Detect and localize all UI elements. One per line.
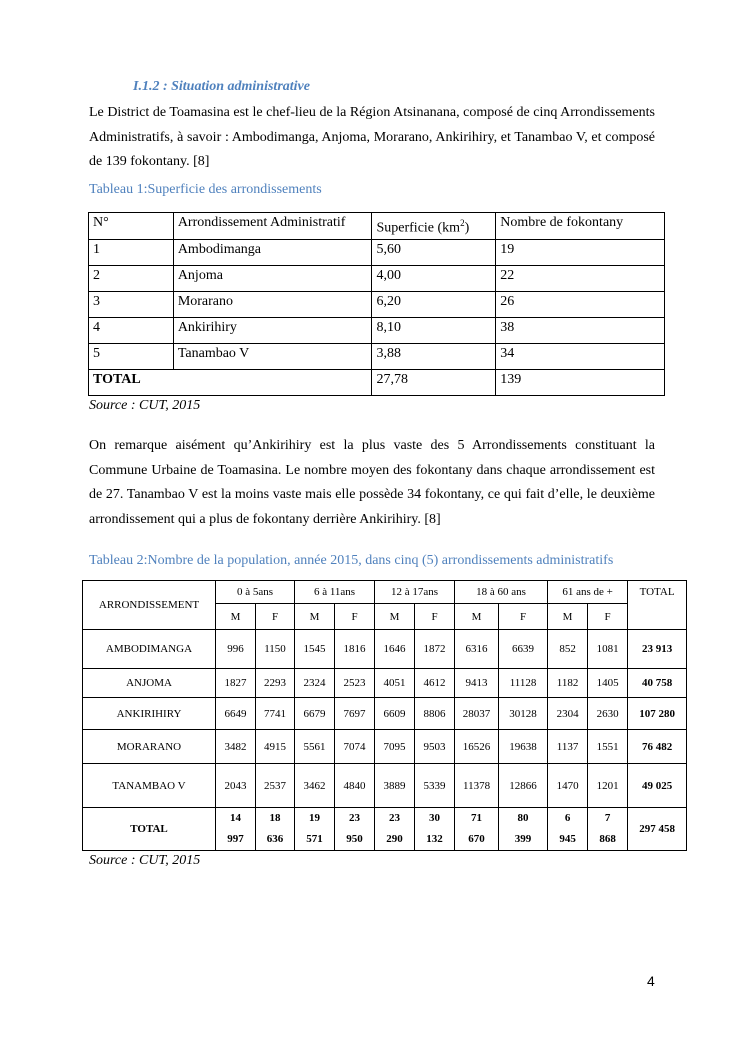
cell-value: 4915 [256,730,295,764]
cell-value: 1872 [415,630,455,669]
cell-value: 11128 [499,669,548,698]
header-f: F [415,604,455,630]
cell-fokontany: 26 [496,291,665,317]
cell-num: 3 [89,291,174,317]
table-area [88,212,665,396]
cell-value: 996 [216,630,256,669]
table-row [89,239,665,265]
cell-value: 1646 [375,630,415,669]
cell-value: 1405 [588,669,628,698]
table2-caption: Tableau 2:Nombre de la population, année 2015, dans cinq (5) arrondissements administratifs [89,553,614,568]
cell-value: 12866 [499,764,548,808]
header-m: M [216,604,256,630]
total-part: 950 [346,833,363,845]
row-total: 23 913 [628,630,687,669]
table-total-row [83,808,687,851]
cell-value: 6316 [455,630,499,669]
total-cell [415,808,455,851]
header-m: M [548,604,588,630]
total-part: 6 [564,812,571,824]
cell-num: 5 [89,343,174,369]
cell-value: 1150 [256,630,295,669]
cell-value: 6649 [216,698,256,730]
cell-area: 5,60 [372,239,496,265]
cell-value: 4612 [415,669,455,698]
section-heading: I.1.2 : Situation administrative [133,79,310,94]
total-part: 997 [227,833,244,845]
row-name: ANJOMA [83,669,216,698]
header-superficie-exp: 2 [460,218,465,228]
total-part: 571 [306,833,323,845]
cell-value: 1182 [548,669,588,698]
cell-num: 4 [89,317,174,343]
cell-value: 16526 [455,730,499,764]
table-row [83,698,687,730]
header-age-18-60: 18 à 60 ans [455,581,548,604]
header-num: N° [89,213,174,240]
paragraph-analysis: On remarque aisément qu’Ankirihiry est la plus vaste des 5 Arrondissements constituant la Commune Urbaine de Toamasina. Le nombre moyen des fokontany dans chaque arrondissement est de 27. Tanambao V est la moins vaste mais elle possède 34 fokontany, ce qui fait d’elle, le deuxième arrondissement qui a plus de fokontany derrière Ankirihiry. [8] [89,438,655,527]
cell-value: 1137 [548,730,588,764]
total-label: TOTAL [83,808,216,851]
total-part: 945 [559,833,576,845]
total-cell [335,808,375,851]
cell-area: 4,00 [372,265,496,291]
cell-value: 3889 [375,764,415,808]
cell-value: 1201 [588,764,628,808]
cell-num: 2 [89,265,174,291]
cell-value: 3462 [295,764,335,808]
total-part: 670 [468,833,485,845]
header-superficie [372,213,496,240]
header-arrondissement: Arrondissement Administratif [173,213,372,240]
cell-name: Morarano [173,291,372,317]
table-header-row [89,213,665,240]
total-part: 7 [604,812,611,824]
total-cell [455,808,499,851]
total-cell [216,808,256,851]
cell-value: 1551 [588,730,628,764]
cell-value: 1545 [295,630,335,669]
total-part: 80 [517,812,529,824]
total-part: 132 [426,833,443,845]
cell-value: 9503 [415,730,455,764]
cell-value: 11378 [455,764,499,808]
row-name: AMBODIMANGA [83,630,216,669]
total-part: 19 [309,812,321,824]
total-area: 27,78 [372,369,496,395]
row-name: MORARANO [83,730,216,764]
table-header-row [83,581,687,604]
cell-value: 7095 [375,730,415,764]
total-cell [295,808,335,851]
cell-fokontany: 34 [496,343,665,369]
grand-total: 297 458 [628,808,687,851]
header-age-0-5: 0 à 5ans [216,581,295,604]
header-f: F [256,604,295,630]
cell-value: 3482 [216,730,256,764]
table-row [83,764,687,808]
total-cell [375,808,415,851]
cell-value: 1470 [548,764,588,808]
total-part: 71 [471,812,483,824]
header-superficie-text: Superficie (km [376,220,461,236]
header-f: F [588,604,628,630]
total-cell [256,808,295,851]
total-part: 23 [349,812,361,824]
cell-fokontany: 22 [496,265,665,291]
total-part: 14 [230,812,241,824]
header-fokontany: Nombre de fokontany [496,213,665,240]
table-row [83,669,687,698]
header-arrondissement: ARRONDISSEMENT [83,581,216,630]
table-row [89,317,665,343]
table-population [82,580,687,851]
cell-fokontany: 38 [496,317,665,343]
cell-name: Ankirihiry [173,317,372,343]
total-cell [499,808,548,851]
total-part: 868 [599,833,616,845]
cell-value: 2304 [548,698,588,730]
cell-value: 6679 [295,698,335,730]
cell-value: 5561 [295,730,335,764]
cell-value: 852 [548,630,588,669]
cell-value: 1827 [216,669,256,698]
paragraph-intro: Le District de Toamasina est le chef-lieu de la Région Atsinanana, composé de cinq Arrondissements Administratifs, à savoir : Ambodimanga, Anjoma, Morarano, Ankirihiry, et Tanambao V, et composé de 139 fokontany. [8] [89,105,655,169]
table-row [89,265,665,291]
table-row [89,291,665,317]
cell-value: 2630 [588,698,628,730]
cell-value: 2324 [295,669,335,698]
header-total: TOTAL [628,581,687,630]
cell-value: 30128 [499,698,548,730]
total-part: 30 [429,812,441,824]
cell-value: 5339 [415,764,455,808]
table1-source: Source : CUT, 2015 [89,398,201,413]
row-total: 49 025 [628,764,687,808]
cell-value: 1816 [335,630,375,669]
cell-value: 4051 [375,669,415,698]
cell-area: 8,10 [372,317,496,343]
cell-value: 7741 [256,698,295,730]
header-age-61-plus: 61 ans de + [548,581,628,604]
cell-value: 7697 [335,698,375,730]
cell-value: 8806 [415,698,455,730]
row-total: 40 758 [628,669,687,698]
cell-name: Tanambao V [173,343,372,369]
cell-value: 9413 [455,669,499,698]
cell-value: 1081 [588,630,628,669]
header-m: M [295,604,335,630]
header-f: F [335,604,375,630]
cell-value: 6609 [375,698,415,730]
table-row [83,730,687,764]
header-m: M [375,604,415,630]
total-part: 636 [266,833,284,845]
header-age-12-17: 12 à 17ans [375,581,455,604]
cell-area: 6,20 [372,291,496,317]
page-number: 4 [647,973,655,989]
total-fokontany: 139 [496,369,665,395]
cell-value: 19638 [499,730,548,764]
row-name: TANAMBAO V [83,764,216,808]
cell-value: 7074 [335,730,375,764]
header-superficie-close: ) [464,220,470,236]
total-cell [548,808,588,851]
cell-name: Anjoma [173,265,372,291]
table-total-row [89,369,665,395]
cell-value: 2537 [256,764,295,808]
cell-area: 3,88 [372,343,496,369]
total-cell [588,808,628,851]
row-total: 76 482 [628,730,687,764]
table2-source: Source : CUT, 2015 [89,853,201,868]
total-part: 399 [514,833,532,845]
header-f: F [499,604,548,630]
cell-num: 1 [89,239,174,265]
total-part: 290 [386,833,403,845]
cell-fokontany: 19 [496,239,665,265]
cell-value: 2523 [335,669,375,698]
row-name: ANKIRIHIRY [83,698,216,730]
total-part: 23 [389,812,401,824]
header-m: M [455,604,499,630]
total-part: 18 [269,812,281,824]
cell-value: 6639 [499,630,548,669]
cell-value: 2293 [256,669,295,698]
table-row [83,630,687,669]
table-row [89,343,665,369]
table1-caption: Tableau 1:Superficie des arrondissements [89,182,322,197]
row-total: 107 280 [628,698,687,730]
cell-value: 4840 [335,764,375,808]
cell-value: 28037 [455,698,499,730]
total-label: TOTAL [89,369,372,395]
cell-value: 2043 [216,764,256,808]
cell-name: Ambodimanga [173,239,372,265]
header-age-6-11: 6 à 11ans [295,581,375,604]
